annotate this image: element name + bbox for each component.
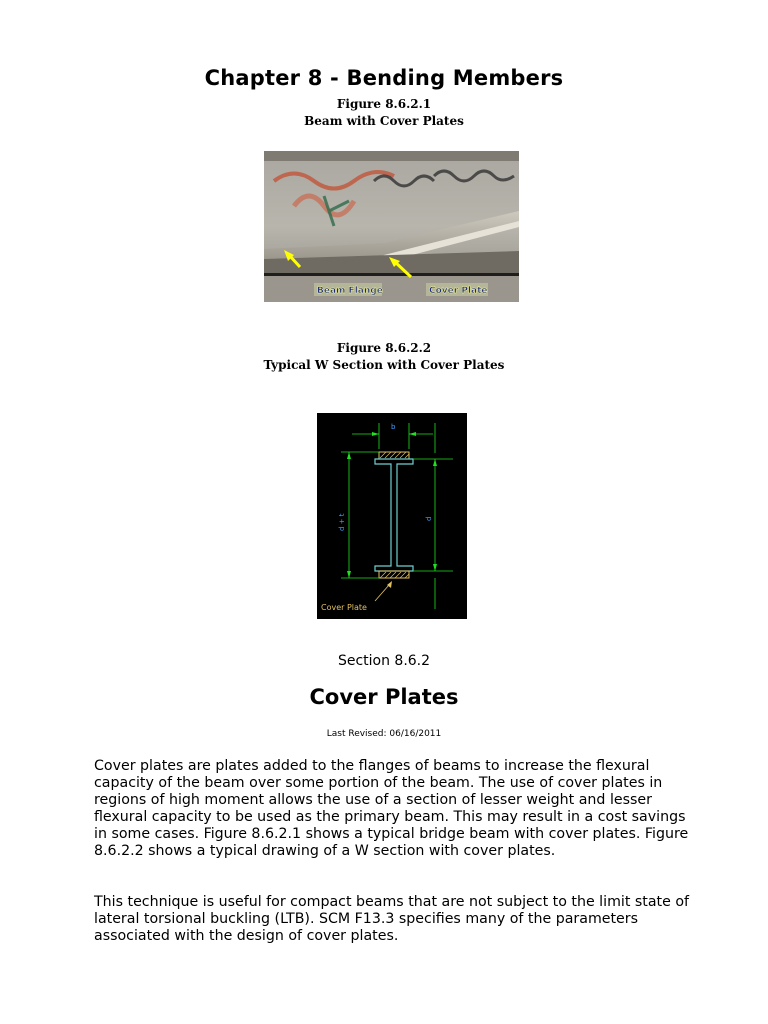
callout-cover-plate: Cover Plate — [429, 286, 488, 296]
body-paragraph: Cover plates are plates added to the flanges of beams to increase the flexural capacity of the beam over some portion of the beam. The use of cover plates in regions of high moment allows the use of a section of lesser weight and lesser flexural capacity to be used as the primary beam. This may result in a cost savings in some cases. Figure 8.6.2.1 shows a typical bridge beam with cover plates. Figure 8.6.2.2 shows a typical drawing of a W section with cover plates. — [94, 758, 689, 860]
dim-d-label: d — [425, 516, 433, 521]
w-section-drawing — [317, 413, 467, 619]
figure-1-caption — [0, 96, 768, 130]
figure-2-number: Figure 8.6.2.2 — [336, 341, 432, 355]
section-title: Cover Plates — [309, 685, 459, 709]
figure-2-title: Typical W Section with Cover Plates — [263, 358, 505, 372]
dim-b-label: b — [391, 423, 396, 431]
body-paragraph: This technique is useful for compact beams that are not subject to the limit state of lateral torsional buckling (LTB). SCM F13.3 specifies many of the parameters associated with the design of cover plates. — [94, 894, 690, 945]
figure-1-title: Beam with Cover Plates — [304, 114, 464, 128]
dim-d-plus-t-label: d + t — [338, 513, 346, 531]
cover-plate-label: Cover Plate — [321, 603, 367, 612]
last-revised-date: Last Revised: 06/16/2011 — [326, 729, 442, 739]
section-number: Section 8.6.2 — [337, 653, 431, 669]
figure-2-caption — [0, 340, 768, 374]
chapter-title: Chapter 8 - Bending Members — [204, 66, 564, 90]
beam-photo-illustration — [264, 151, 519, 302]
figure-1-number: Figure 8.6.2.1 — [336, 97, 432, 111]
beam-photo — [264, 151, 519, 302]
callout-beam-flange: Beam Flange — [317, 286, 383, 296]
w-section-cad-illustration — [317, 413, 467, 619]
